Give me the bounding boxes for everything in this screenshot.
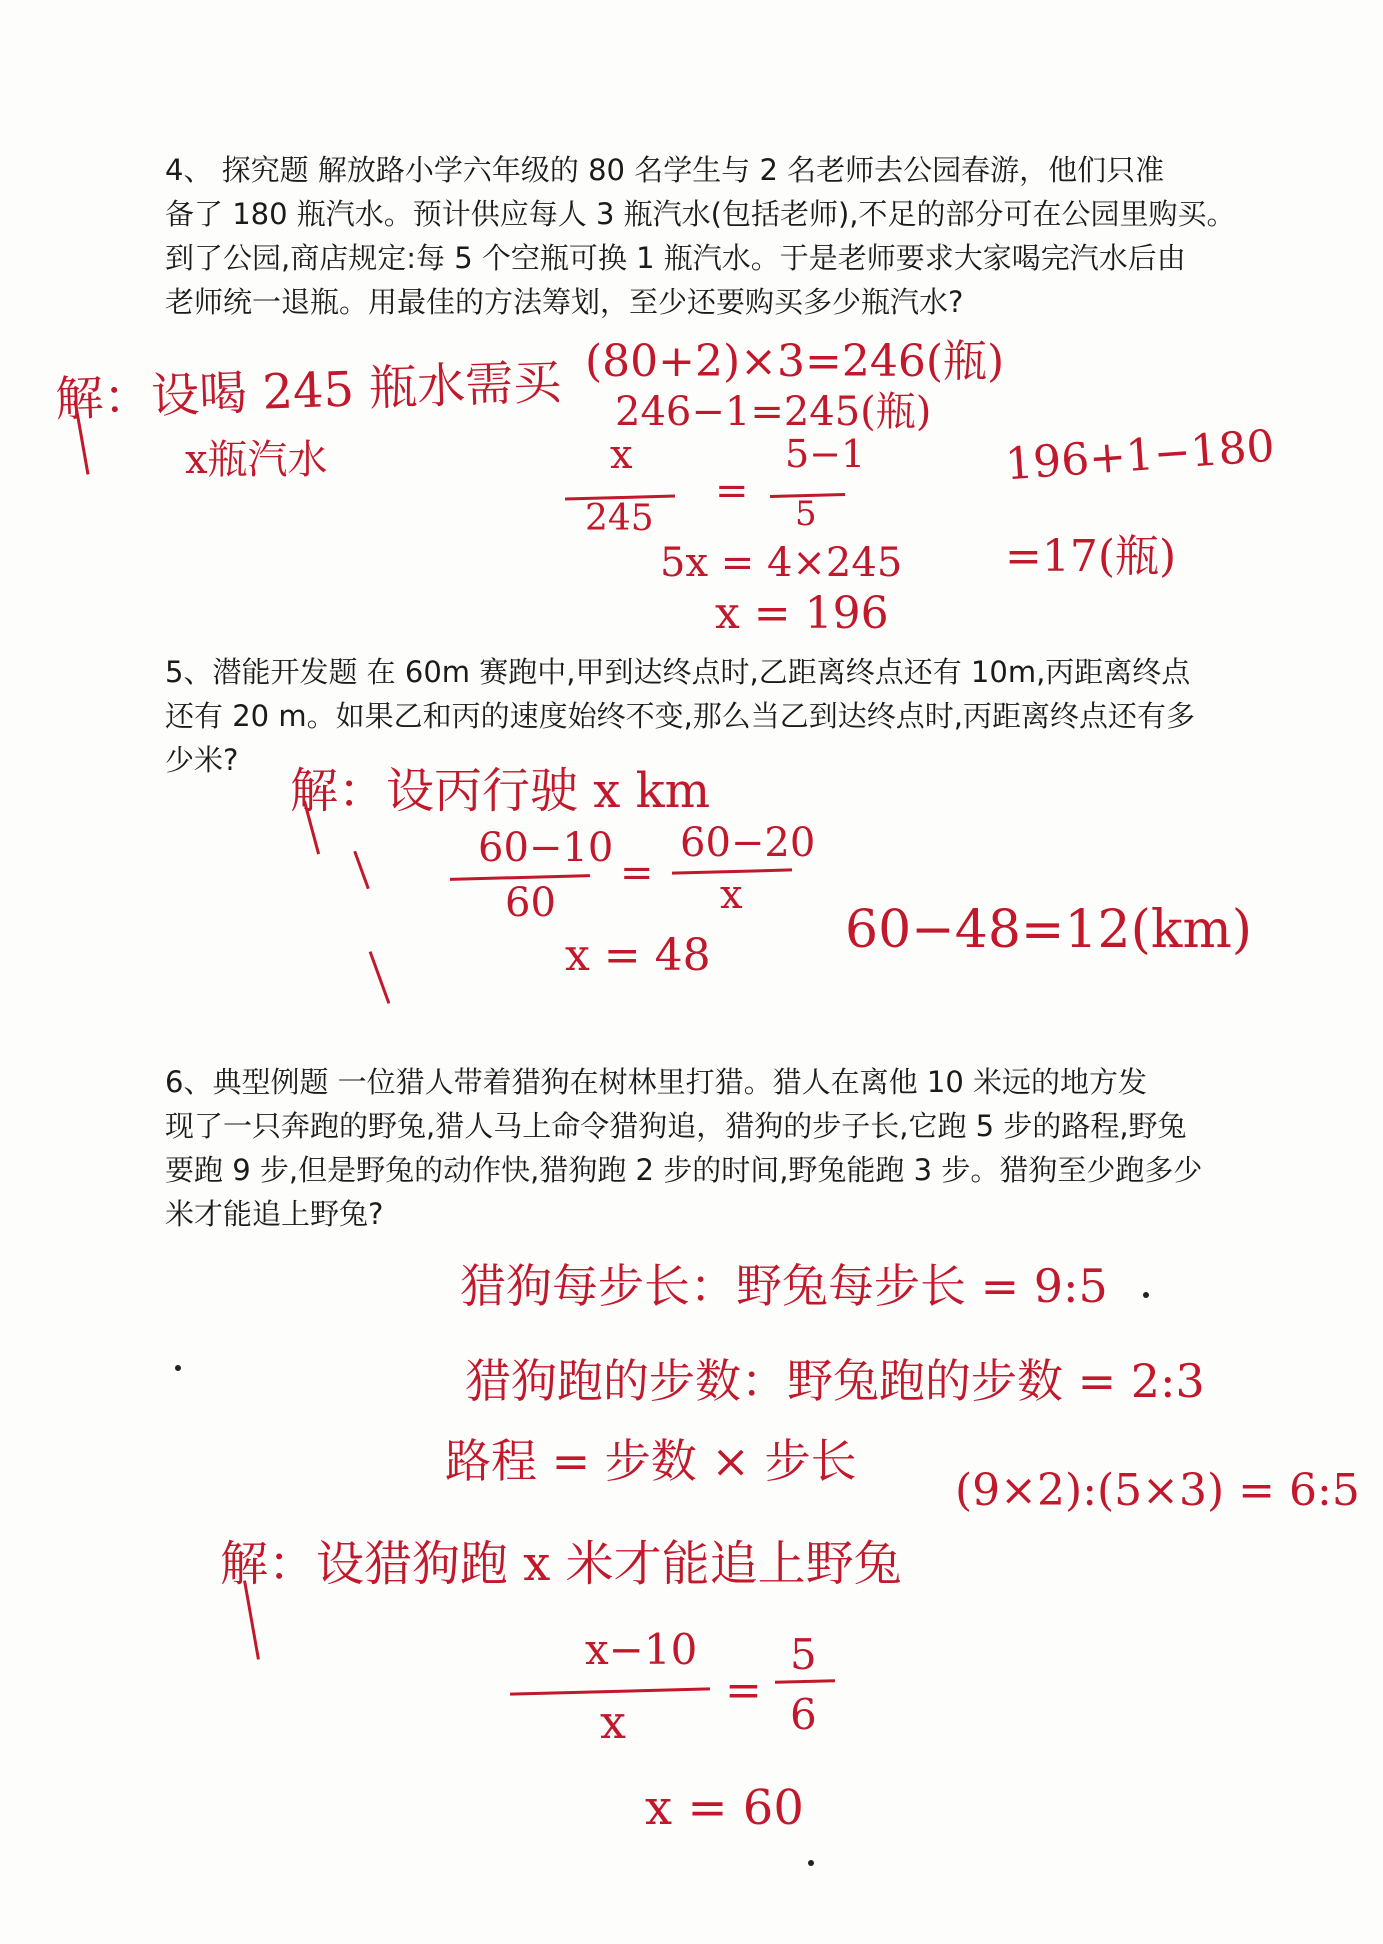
problem-6-line-1: 6、典型例题 一位猎人带着猎狗在树林里打猎。猎人在离他 10 米远的地方发 — [165, 1065, 1148, 1099]
solution-4-intro-2: x瓶汽水 — [185, 437, 328, 483]
solution-5-rhs-num: 60−20 — [680, 820, 816, 866]
stray-dot — [808, 1860, 814, 1866]
solution-5-result: x = 48 — [565, 930, 711, 981]
solution-6-calc: (9×2):(5×3) = 6:5 — [955, 1465, 1360, 1516]
check-mark-5b — [353, 851, 369, 890]
solution-6-lhs-den: x — [600, 1695, 626, 1749]
solution-4-calc-1: (80+2)×3=246(瓶) — [585, 336, 1005, 387]
solution-5-rhs-den: x — [720, 872, 743, 918]
solution-5-eq-sign: = — [620, 850, 654, 896]
problem-4-line-4: 老师统一退瓶。用最佳的方法筹划，至少还要购买多少瓶汽水? — [165, 285, 964, 319]
solution-4-eq-sign: = — [715, 468, 749, 514]
check-mark-5c — [369, 951, 391, 1004]
solution-4-frac-num: x — [610, 432, 633, 478]
solution-6-intro: 解：设猎狗跑 x 米才能追上野兔 — [220, 1536, 902, 1592]
problem-6 — [165, 1060, 1280, 1236]
solution-6-lhs-num: x−10 — [585, 1625, 698, 1674]
solution-4-calc-2: 246−1=245(瓶) — [615, 389, 932, 435]
solution-4-side-2: =17(瓶) — [1005, 531, 1177, 582]
problem-4-line-3: 到了公园,商店规定:每 5 个空瓶可换 1 瓶汽水。于是老师要求大家喝完汽水后由 — [165, 241, 1186, 275]
problem-6-line-3: 要跑 9 步,但是野兔的动作快,猎狗跑 2 步的时间,野兔能跑 3 步。猎狗至少跑多少 — [165, 1153, 1203, 1187]
solution-5-answer: 60−48=12(km) — [845, 900, 1253, 960]
solution-6-ratio-2: 猎狗跑的步数：野兔跑的步数 = 2:3 — [465, 1354, 1205, 1408]
problem-4-line-1: 4、 探究题 解放路小学六年级的 80 名学生与 2 名老师去公园春游，他们只准 — [165, 153, 1165, 187]
solution-4-frac-den: 245 — [585, 498, 654, 539]
solution-5-lhs-den: 60 — [505, 880, 556, 926]
solution-6-eq-sign: = — [725, 1665, 762, 1716]
solution-6-rule: 路程 = 步数 × 步长 — [445, 1434, 857, 1488]
stray-dot — [175, 1365, 181, 1371]
solution-6-rhs-den: 6 — [790, 1690, 817, 1739]
problem-5-line-3: 少米? — [165, 743, 239, 777]
solution-4-step-2: x = 196 — [715, 588, 889, 639]
problem-5-line-2: 还有 20 m。如果乙和丙的速度始终不变,那么当乙到达终点时,丙距离终点还有多 — [165, 699, 1196, 733]
solution-5-lhs-num: 60−10 — [478, 825, 614, 871]
solution-6-ratio-1: 猎狗每步长：野兔每步长 = 9:5 — [460, 1259, 1108, 1313]
solution-4-side-1: 196+1−180 — [1003, 420, 1277, 491]
stray-dot — [1143, 1292, 1149, 1298]
problem-4 — [165, 148, 1280, 324]
problem-6-line-2: 现了一只奔跑的野兔,猎人马上命令猎狗追，猎狗的步子长,它跑 5 步的路程,野兔 — [165, 1109, 1187, 1143]
solution-6-rhs-num: 5 — [790, 1630, 817, 1679]
problem-4-line-2: 备了 180 瓶汽水。预计供应每人 3 瓶汽水(包括老师),不足的部分可在公园里购买。 — [165, 197, 1236, 231]
solution-6-rhs-bar — [775, 1679, 835, 1684]
problem-6-line-4: 米才能追上野兔? — [165, 1197, 384, 1231]
solution-4-rhs-den: 5 — [795, 494, 817, 534]
solution-4-rhs-num: 5−1 — [785, 432, 866, 476]
solution-6-result: x = 60 — [645, 1780, 804, 1836]
solution-5-intro: 解：设丙行驶 x km — [290, 763, 711, 819]
problem-5-line-1: 5、潜能开发题 在 60m 赛跑中,甲到达终点时,乙距离终点还有 10m,丙距离终点 — [165, 655, 1191, 689]
solution-4-intro: 解：设喝 245 瓶水需买 — [54, 354, 563, 428]
solution-4-step-1: 5x = 4×245 — [660, 540, 903, 586]
